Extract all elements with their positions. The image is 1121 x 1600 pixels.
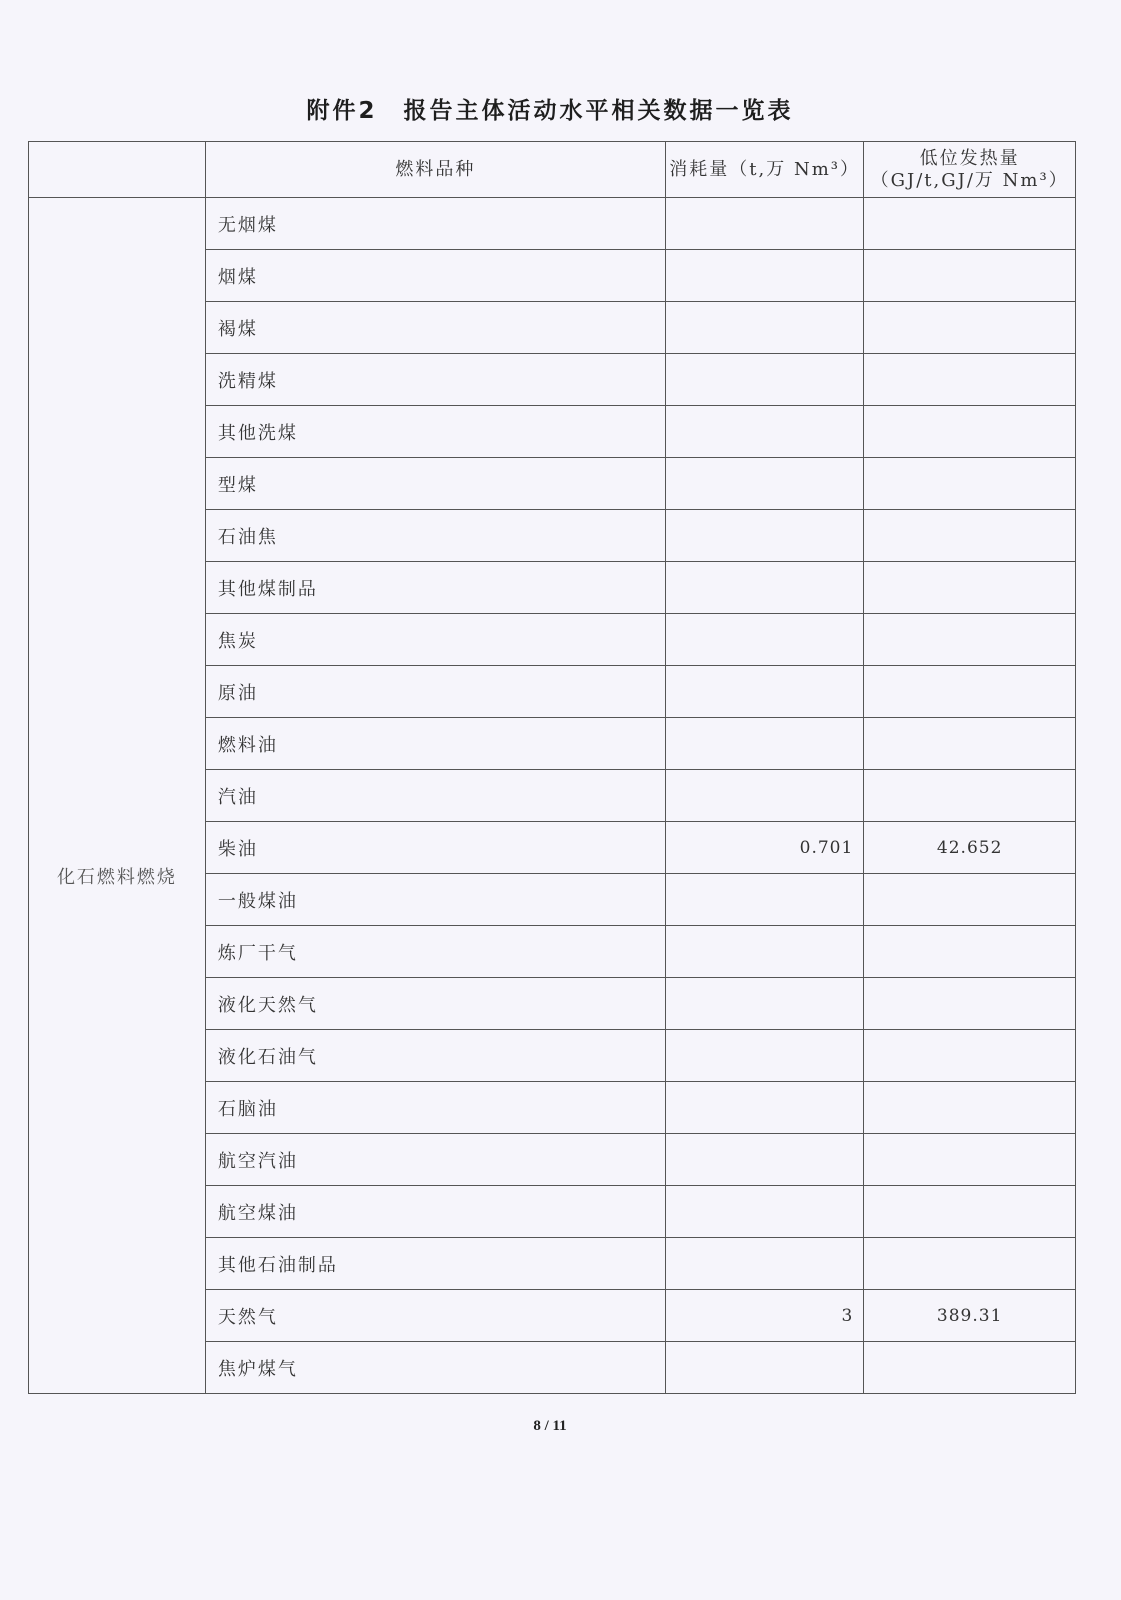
- consumption-cell: [665, 302, 863, 354]
- heat-value-cell: [864, 1082, 1076, 1134]
- document-title: 附件2 报告主体活动水平相关数据一览表: [306, 98, 794, 124]
- heat-value-cell: [864, 718, 1076, 770]
- consumption-cell: [665, 666, 863, 718]
- fuel-type-cell: 石油焦: [205, 510, 665, 562]
- fuel-type-cell: 其他煤制品: [205, 562, 665, 614]
- fuel-type-cell: 焦炉煤气: [205, 1342, 665, 1394]
- consumption-cell: [665, 614, 863, 666]
- consumption-cell: [665, 406, 863, 458]
- consumption-cell: [665, 926, 863, 978]
- heat-value-header: [864, 142, 1076, 198]
- consumption-cell: [665, 562, 863, 614]
- consumption-cell: [665, 1186, 863, 1238]
- fuel-type-cell: 天然气: [205, 1290, 665, 1342]
- heat-value-cell: [864, 978, 1076, 1030]
- heat-value-cell: [864, 770, 1076, 822]
- table-row: [29, 198, 1076, 250]
- consumption-cell: [665, 1082, 863, 1134]
- fuel-type-cell: 原油: [205, 666, 665, 718]
- table-header-row: [29, 142, 1076, 198]
- heat-value-cell: [864, 198, 1076, 250]
- consumption-cell: [665, 1342, 863, 1394]
- consumption-cell: [665, 718, 863, 770]
- consumption-cell: 0.701: [665, 822, 863, 874]
- fuel-type-cell: 褐煤: [205, 302, 665, 354]
- consumption-cell: [665, 1134, 863, 1186]
- fuel-type-cell: 石脑油: [205, 1082, 665, 1134]
- consumption-header: 消耗量（t,万 Nm³）: [665, 142, 863, 198]
- heat-value-header-line2: （GJ/t,GJ/万 Nm³）: [870, 169, 1069, 191]
- consumption-cell: [665, 1238, 863, 1290]
- heat-value-cell: [864, 562, 1076, 614]
- heat-value-cell: [864, 406, 1076, 458]
- heat-value-cell: [864, 1238, 1076, 1290]
- table-body: [29, 198, 1076, 1394]
- heat-value-header-line1: 低位发热量: [919, 147, 1020, 169]
- consumption-cell: [665, 874, 863, 926]
- consumption-cell: [665, 510, 863, 562]
- heat-value-cell: [864, 354, 1076, 406]
- fuel-type-cell: 无烟煤: [205, 198, 665, 250]
- category-header: [29, 142, 206, 198]
- fuel-type-cell: 燃料油: [205, 718, 665, 770]
- consumption-cell: [665, 250, 863, 302]
- heat-value-cell: [864, 874, 1076, 926]
- consumption-cell: [665, 770, 863, 822]
- heat-value-cell: [864, 510, 1076, 562]
- heat-value-cell: [864, 614, 1076, 666]
- fuel-type-cell: 航空汽油: [205, 1134, 665, 1186]
- heat-value-cell: [864, 926, 1076, 978]
- fuel-type-cell: 航空煤油: [205, 1186, 665, 1238]
- fuel-type-cell: 液化天然气: [205, 978, 665, 1030]
- fuel-type-cell: 柴油: [205, 822, 665, 874]
- fuel-type-cell: 一般煤油: [205, 874, 665, 926]
- consumption-cell: [665, 458, 863, 510]
- activity-data-table-container: [28, 141, 1076, 1394]
- heat-value-cell: [864, 1186, 1076, 1238]
- fuel-type-cell: 其他石油制品: [205, 1238, 665, 1290]
- fuel-type-cell: 洗精煤: [205, 354, 665, 406]
- consumption-cell: [665, 354, 863, 406]
- activity-data-table: [28, 141, 1076, 1394]
- consumption-cell: [665, 978, 863, 1030]
- fuel-type-cell: 其他洗煤: [205, 406, 665, 458]
- consumption-cell: 3: [665, 1290, 863, 1342]
- heat-value-cell: [864, 1342, 1076, 1394]
- heat-value-cell: [864, 250, 1076, 302]
- fuel-type-cell: 炼厂干气: [205, 926, 665, 978]
- fuel-type-cell: 焦炭: [205, 614, 665, 666]
- consumption-cell: [665, 198, 863, 250]
- fuel-type-cell: 烟煤: [205, 250, 665, 302]
- heat-value-cell: 42.652: [864, 822, 1076, 874]
- heat-value-cell: 389.31: [864, 1290, 1076, 1342]
- category-cell: 化石燃料燃烧: [29, 198, 206, 1394]
- page-number: 8 / 11: [533, 1418, 567, 1434]
- heat-value-cell: [864, 666, 1076, 718]
- heat-value-cell: [864, 302, 1076, 354]
- fuel-type-header: 燃料品种: [205, 142, 665, 198]
- fuel-type-cell: 液化石油气: [205, 1030, 665, 1082]
- fuel-type-cell: 汽油: [205, 770, 665, 822]
- consumption-cell: [665, 1030, 863, 1082]
- heat-value-cell: [864, 1030, 1076, 1082]
- heat-value-cell: [864, 458, 1076, 510]
- heat-value-cell: [864, 1134, 1076, 1186]
- fuel-type-cell: 型煤: [205, 458, 665, 510]
